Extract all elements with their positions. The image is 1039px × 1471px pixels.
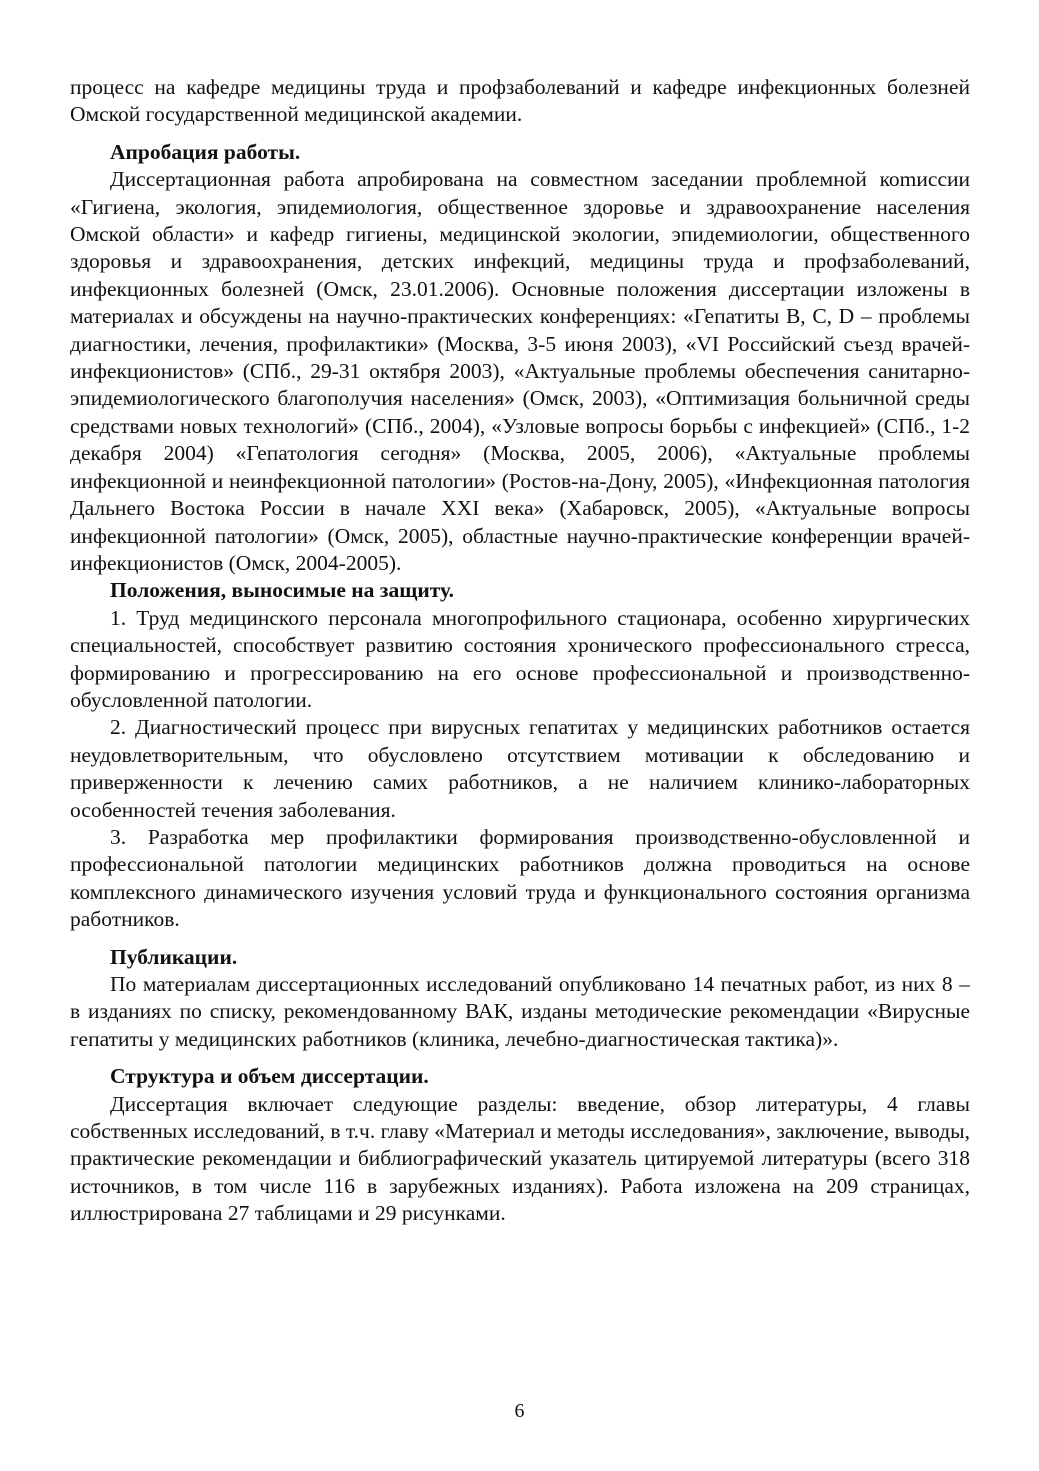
intro-paragraph: процесс на кафедре медицины труда и профзаболеваний и кафедре инфекционных болезней Омской государственной медицинской академии.	[70, 75, 970, 127]
structure-text: Диссертация включает следующие разделы: введение, обзор литературы, 4 главы собственных исследований, в т.ч. главу «Материал и методы исследования», заключение, выводы, практические рекомендации и библиографический указатель цитируемой литературы (всего 318 источников, в том числе 116 в зарубежных изданиях). Работа изложена на 209 страницах, иллюстрирована 27 таблицами и 29 рисунками.	[70, 1091, 970, 1226]
structure-heading: Структура и объем диссертации.	[110, 1064, 429, 1089]
approbation-heading: Апробация работы.	[110, 139, 301, 164]
defense-heading: Положения, выносимые на защиту.	[110, 578, 454, 603]
page-number: 6	[514, 1400, 525, 1422]
publications-heading: Публикации.	[110, 944, 238, 969]
publications-text: По материалам диссертационных исследований опубликовано 14 печатных работ, из них 8 – в изданиях по списку, рекомендованному ВАК, изданы методические рекомендации «Вирусные гепатиты у медицинских работников (клиника, лечебно-диагностическая тактика)».	[70, 972, 970, 1051]
defense-item-3: 3. Разработка мер профилактики формирования производственно-обусловленной и профессиональной патологии медицинских работников должна проводиться на основе комплексного динамического изучения условий труда и функционального состояния организма работников.	[70, 824, 970, 932]
approbation-text: Диссертационная работа апробирована на совместном заседании проблемной коmиссии «Гигиена, экология, эпидемиология, общественное здоровье и здравоохранение населения Омской области» и кафедр гигиены, медицинской экологии, эпидемиологии, общественного здоровья и здравоохранения, детских инфекций, медицины труда и профзаболеваний, инфекционных болезней (Омск, 23.01.2006). Основные положения диссертации изложены в материалах и обсуждены на научно-практических конференциях: «Гепатиты B, C, D – проблемы диагностики, лечения, профилактики» (Москва, 3-5 июня 2003), «VI Российский съезд врачей-инфекционистов» (СПб., 29-31 октября 2003), «Актуальные проблемы обеспечения санитарно-эпидемиологического благополучия населения» (Омск, 2003), «Оптимизация больничной среды средствами новых технологий» (СПб., 2004), «Узловые вопросы борьбы с инфекцией» (СПб., 1-2 декабря 2004) «Гепатология сегодня» (Москва, 2005, 2006), «Актуальные проблемы инфекционной и неинфекционной патологии» (Ростов-на-Дону, 2005), «Инфекционная патология Дальнего Востока России в начале XXI века» (Хабаровск, 2005), «Актуальные вопросы инфекционной патологии» (Омск, 2005), областные научно-практические конференции врачей-инфекционистов (Омск, 2004-2005).	[70, 167, 970, 575]
defense-item-2: 2. Диагностический процесс при вирусных гепатитах у медицинских работников остается неудовлетворительным, что обусловлено отсутствием мотивации к обследованию и приверженности к лечению самих работников, а не наличием клинико-лабораторных особенностей течения заболевания.	[70, 715, 970, 822]
defense-item-1: 1. Труд медицинского персонала многопрофильного стационара, особенно хирургических специальностей, способствует развитию состояния хронического профессионального стресса, формированию и прогрессированию на его основе профессиональной и производственно-обусловленной патологии.	[70, 605, 970, 712]
document-page	[70, 74, 970, 1228]
